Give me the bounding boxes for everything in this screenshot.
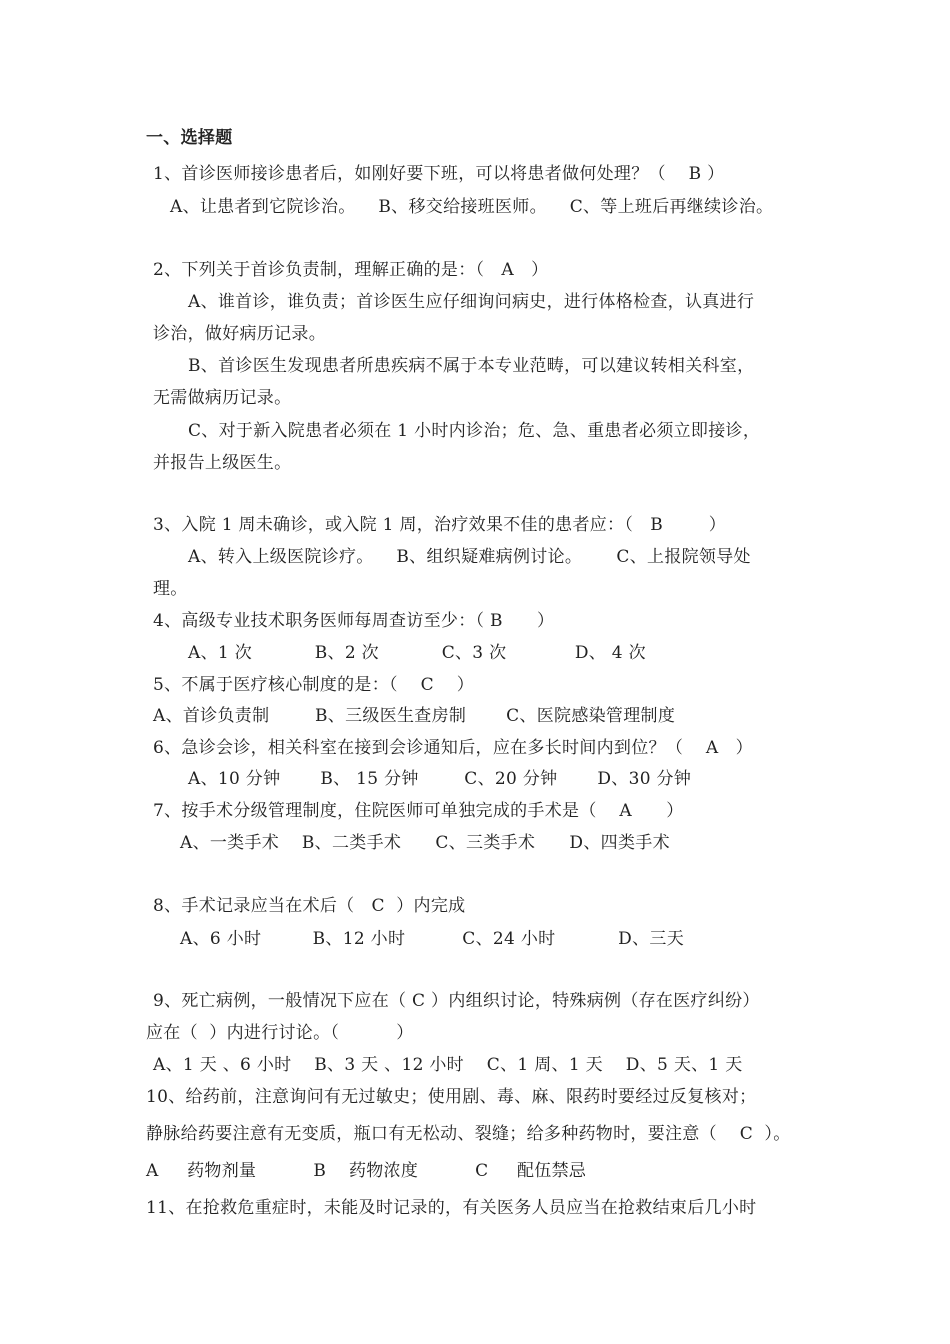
question-8-options: A、6 小时 B、12 小时 C、24 小时 D、三天 — [180, 929, 685, 949]
question-5: 5、不属于医疗核心制度的是：（ C ） — [153, 675, 475, 695]
question-2-option-b-cont: 无需做病历记录。 — [153, 388, 292, 408]
question-6-options: A、10 分钟 B、 15 分钟 C、20 分钟 D、30 分钟 — [188, 769, 692, 789]
question-8: 8、手术记录应当在术后（ C ）内完成 — [153, 896, 466, 916]
question-6: 6、急诊会诊，相关科室在接到会诊通知后，应在多长时间内到位？（ A ） — [153, 738, 753, 758]
question-3: 3、入院 1 周未确诊，或入院 1 周，治疗效果不佳的患者应：（ B ） — [153, 515, 726, 535]
question-4: 4、高级专业技术职务医师每周查访至少：（ B ） — [153, 611, 555, 631]
question-2-option-c: C、对于新入院患者必须在 1 小时内诊治；危、急、重患者必须立即接诊， — [188, 421, 761, 441]
question-7: 7、按手术分级管理制度，住院医师可单独完成的手术是（ A ） — [153, 801, 684, 821]
question-9: 9、死亡病例，一般情况下应在（ C ）内组织讨论，特殊病例（存在医疗纠纷） — [153, 991, 760, 1011]
question-5-options: A、首诊负责制 B、三级医生查房制 C、医院感染管理制度 — [153, 706, 676, 726]
question-9-cont: 应在（ ）内进行讨论。（ ） — [146, 1023, 414, 1043]
question-3-options: A、转入上级医院诊疗。 B、组织疑难病例讨论。 C、上报院领导处 — [188, 547, 751, 567]
question-2-option-a-cont: 诊治，做好病历记录。 — [153, 324, 326, 344]
question-2-option-b: B、首诊医生发现患者所患疾病不属于本专业范畴，可以建议转相关科室， — [188, 356, 755, 376]
question-11: 11、在抢救危重症时，未能及时记录的，有关医务人员应当在抢救结束后几小时 — [146, 1198, 757, 1218]
question-9-options: A、1 天 、6 小时 B、3 天 、12 小时 C、1 周、1 天 D、5 天、1 天 — [153, 1055, 743, 1075]
question-10: 10、给药前，注意询问有无过敏史；使用剧、毒、麻、限药时要经过反复核对； — [146, 1087, 757, 1107]
question-2-option-a: A、谁首诊，谁负责；首诊医生应仔细询问病史，进行体格检查，认真进行 — [188, 292, 755, 312]
question-1-options: A、让患者到它院诊治。 B、移交给接班医师。 C、等上班后再继续诊治。 — [170, 197, 774, 217]
question-10-cont: 静脉给药要注意有无变质，瓶口有无松动、裂缝；给多种药物时，要注意（ C ）。 — [146, 1124, 791, 1144]
question-10-options: A 药物剂量 B 药物浓度 C 配伍禁忌 — [146, 1161, 587, 1181]
section-title: 一、选择题 — [146, 128, 233, 148]
question-2-option-c-cont: 并报告上级医生。 — [153, 453, 292, 473]
question-3-options-cont: 理。 — [153, 579, 188, 599]
question-2: 2、下列关于首诊负责制，理解正确的是：（ A ） — [153, 260, 549, 280]
question-4-options: A、1 次 B、2 次 C、3 次 D、 4 次 — [188, 643, 646, 663]
question-1: 1、首诊医师接诊患者后，如刚好要下班，可以将患者做何处理？（ B ） — [153, 164, 725, 184]
question-7-options: A、一类手术 B、二类手术 C、三类手术 D、四类手术 — [180, 833, 670, 853]
